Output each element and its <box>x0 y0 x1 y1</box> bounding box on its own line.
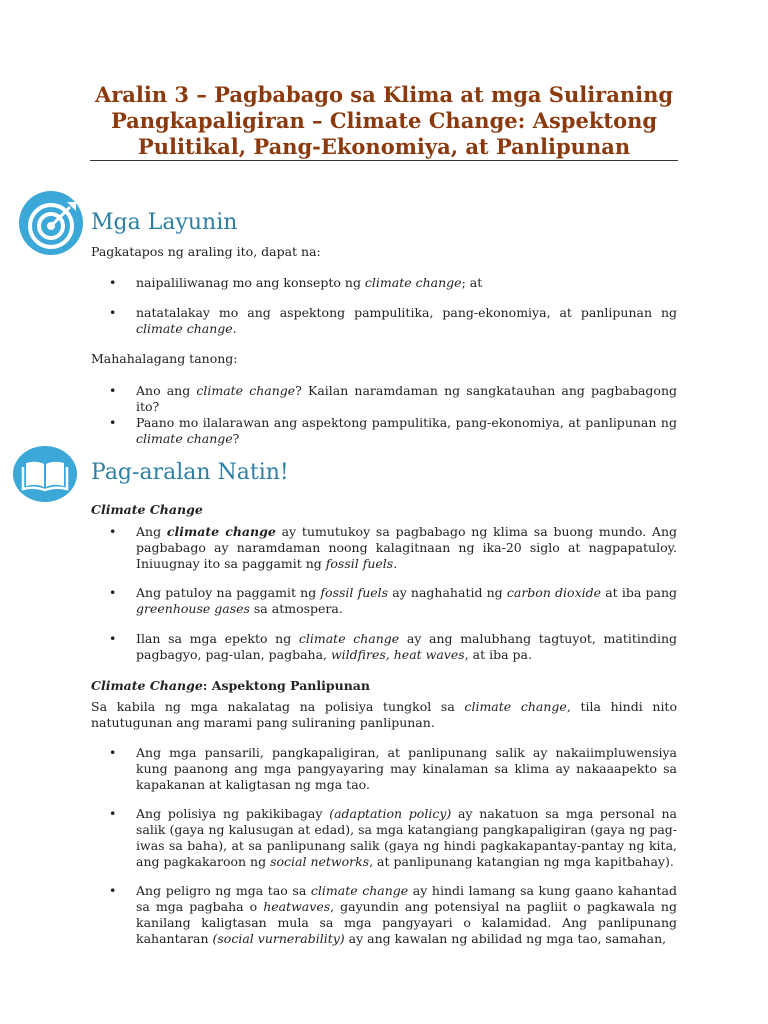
subheading-social-aspect: Climate Change: Aspektong Panlipunan <box>91 678 370 693</box>
study-heading: Pag-aralan Natin! <box>91 460 289 485</box>
objectives-list-2 <box>91 305 677 337</box>
list-item: • natatalakay mo ang aspektong pampulitika, pang-ekonomiya, at panlipunan ng climate change. <box>91 305 677 337</box>
list-item: • Ilan sa mga epekto ng climate change ay ang malubhang tagtuyot, matitinding pagbagyo, pag-ulan, pagbaha, wildfires, heat waves, at iba pa. <box>91 631 677 663</box>
social-list-3 <box>91 883 677 947</box>
subheading-climate-change: Climate Change <box>91 502 203 517</box>
social-list-1 <box>91 745 677 793</box>
list-item: • Ang patuloy na paggamit ng fossil fuels ay naghahatid ng carbon dioxide at iba pang greenhouse gases sa atmospera. <box>91 585 677 617</box>
objectives-heading: Mga Layunin <box>91 210 238 235</box>
list-item: • Ang climate change ay tumutukoy sa pagbabago ng klima sa buong mundo. Ang pagbabago ay naramdaman noong kalagitnaan ng ika-20 siglo at nagpapatuloy. Iniuugnay ito sa paggamit ng fossil fuels. <box>91 524 677 572</box>
list-item: • Ano ang climate change? Kailan naramdaman ng sangkatauhan ang pagbabagong ito? <box>91 383 677 415</box>
climate-list-1 <box>91 524 677 572</box>
list-item: • Paano mo ilalarawan ang aspektong pampulitika, pang-ekonomiya, at panlipunan ng climate change? <box>91 415 677 447</box>
list-item: • Ang polisiya ng pakikibagay (adaptation policy) ay nakatuon sa mga personal na salik (gaya ng kalusugan at edad), sa mga katangiang pangkapaligiran (gaya ng pag-iwas sa baha), at sa panlipunang salik (gaya ng hindi pagkakapantay-pantay ng kita, ang pagkakaroon ng social networks, at panlipunang katangian ng mga kapitbahay). <box>91 806 677 870</box>
social-paragraph: Sa kabila ng mga nakalatag na polisiya tungkol sa climate change, tila hindi nito natutugunan ang marami pang suliraning panlipunan. <box>91 699 677 730</box>
questions-label: Mahahalagang tanong: <box>91 351 238 366</box>
lesson-title: Aralin 3 – Pagbabago sa Klima at mga Suliraning Pangkapaligiran – Climate Change: Aspektong Pulitikal, Pang-Ekonomiya, at Panlipunan <box>94 82 674 159</box>
objectives-list <box>91 275 677 291</box>
title-divider <box>90 160 678 161</box>
climate-list-3 <box>91 631 677 663</box>
list-item: • Ang mga pansarili, pangkapaligiran, at panlipunang salik ay nakaiimpluwensiya kung paanong ang mga pangyayaring may kinalaman sa klima ay nakaaapekto sa kapakanan at kaligtasan ng mga tao. <box>91 745 677 793</box>
list-item: • Ang peligro ng mga tao sa climate change ay hindi lamang sa kung gaano kahantad sa mga pagbaha o heatwaves, gayundin ang potensiyal na pagliit o pagkawala ng kanilang kaligtasan mula sa mga pangyayari o kalamidad. Ang panlipunang kahantaran (social vurnerability) ay ang kawalan ng abilidad ng mga tao, samahan, <box>91 883 677 947</box>
list-item: • naipaliliwanag mo ang konsepto ng climate change; at <box>91 275 677 291</box>
objectives-intro: Pagkatapos ng araling ito, dapat na: <box>91 244 321 259</box>
book-icon <box>12 445 78 503</box>
climate-list-2 <box>91 585 677 617</box>
target-icon <box>18 190 84 256</box>
social-list-2 <box>91 806 677 870</box>
questions-list <box>91 383 677 447</box>
